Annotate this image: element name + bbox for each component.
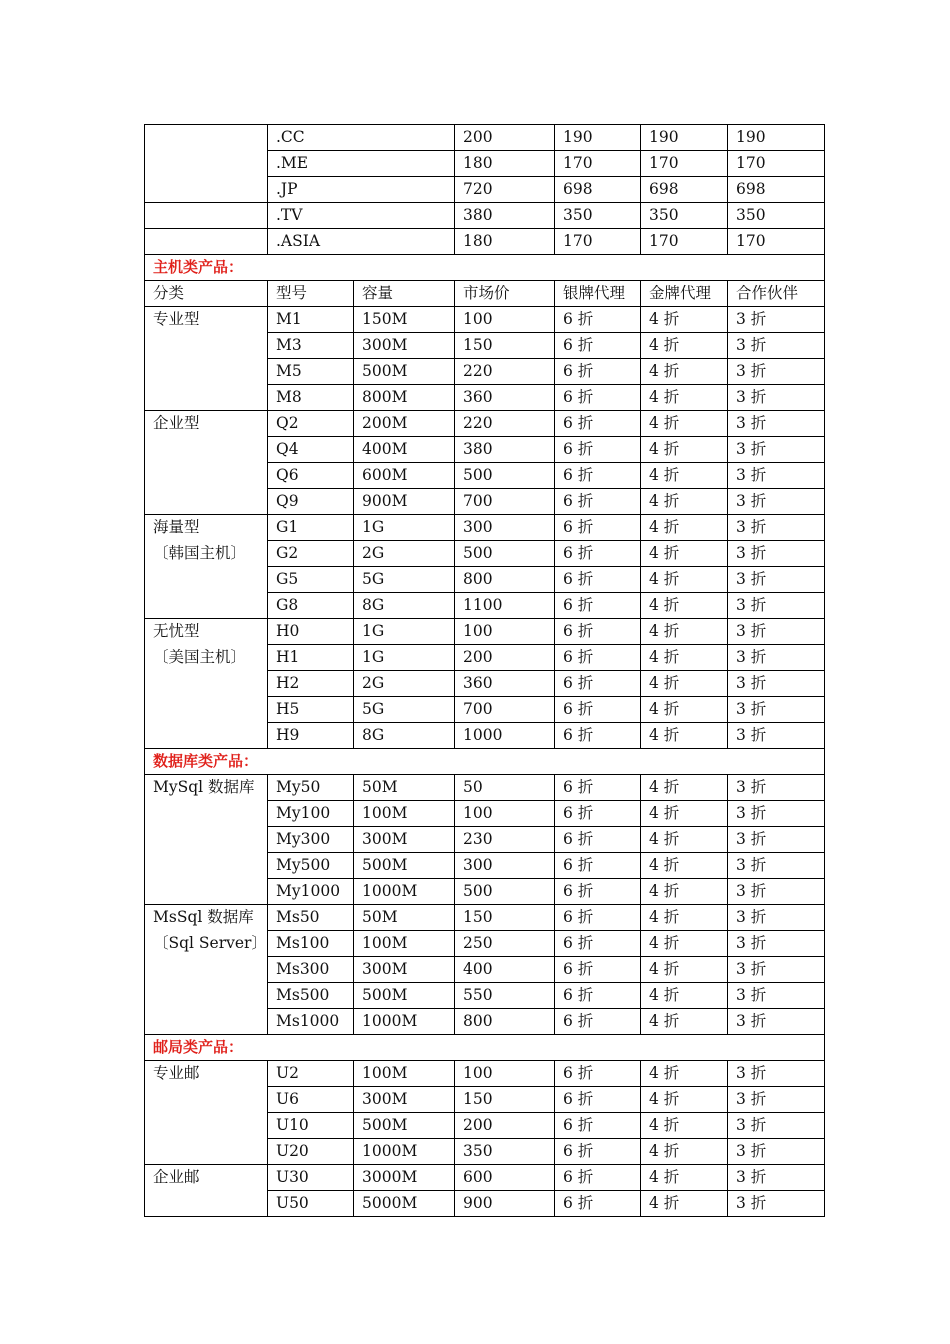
model: Ms1000 xyxy=(268,1009,354,1035)
partner-discount: 3 折 xyxy=(728,567,825,593)
category-label: 专业型 xyxy=(153,310,200,328)
partner-discount: 3 折 xyxy=(728,645,825,671)
capacity: 500M xyxy=(354,1113,455,1139)
section-title: 数据库类产品： xyxy=(145,749,825,775)
partner-discount: 3 折 xyxy=(728,333,825,359)
model: U6 xyxy=(268,1087,354,1113)
price-table xyxy=(144,124,825,1217)
column-header: 容量 xyxy=(354,281,455,307)
product-row xyxy=(145,515,825,541)
market-price: 220 xyxy=(455,359,555,385)
market-price: 150 xyxy=(455,905,555,931)
market-price: 150 xyxy=(455,333,555,359)
partner-discount: 3 折 xyxy=(728,1061,825,1087)
market-price: 300 xyxy=(455,853,555,879)
partner-discount: 3 折 xyxy=(728,957,825,983)
capacity: 100M xyxy=(354,931,455,957)
silver-discount: 6 折 xyxy=(555,489,641,515)
capacity: 100M xyxy=(354,801,455,827)
category-cell xyxy=(145,515,268,619)
capacity: 300M xyxy=(354,827,455,853)
domain-row xyxy=(145,229,825,255)
model: H1 xyxy=(268,645,354,671)
capacity: 300M xyxy=(354,333,455,359)
gold-discount: 4 折 xyxy=(641,359,728,385)
column-header: 银牌代理 xyxy=(555,281,641,307)
model: H5 xyxy=(268,697,354,723)
partner-price: 170 xyxy=(728,151,825,177)
category-cell xyxy=(145,619,268,749)
capacity: 50M xyxy=(354,905,455,931)
model: M8 xyxy=(268,385,354,411)
model: G1 xyxy=(268,515,354,541)
gold-price: 190 xyxy=(641,125,728,151)
partner-discount: 3 折 xyxy=(728,931,825,957)
market-price: 800 xyxy=(455,567,555,593)
market-price: 200 xyxy=(455,1113,555,1139)
market-price: 500 xyxy=(455,879,555,905)
domain-name: .ME xyxy=(268,151,455,177)
product-row xyxy=(145,307,825,333)
gold-discount: 4 折 xyxy=(641,697,728,723)
section-title: 主机类产品： xyxy=(145,255,825,281)
model: U10 xyxy=(268,1113,354,1139)
model: Ms100 xyxy=(268,931,354,957)
gold-discount: 4 折 xyxy=(641,879,728,905)
model: My500 xyxy=(268,853,354,879)
section-title-row xyxy=(145,1035,825,1061)
silver-price: 698 xyxy=(555,177,641,203)
silver-discount: 6 折 xyxy=(555,359,641,385)
model: Ms500 xyxy=(268,983,354,1009)
market-price: 180 xyxy=(455,151,555,177)
silver-discount: 6 折 xyxy=(555,801,641,827)
product-row xyxy=(145,411,825,437)
partner-discount: 3 折 xyxy=(728,489,825,515)
category-cell xyxy=(145,203,268,229)
gold-discount: 4 折 xyxy=(641,931,728,957)
model: U20 xyxy=(268,1139,354,1165)
partner-discount: 3 折 xyxy=(728,775,825,801)
market-price: 380 xyxy=(455,203,555,229)
partner-discount: 3 折 xyxy=(728,411,825,437)
model: My50 xyxy=(268,775,354,801)
market-price: 600 xyxy=(455,1165,555,1191)
gold-discount: 4 折 xyxy=(641,905,728,931)
gold-discount: 4 折 xyxy=(641,1113,728,1139)
product-row xyxy=(145,619,825,645)
partner-discount: 3 折 xyxy=(728,359,825,385)
section-title-row xyxy=(145,749,825,775)
market-price: 350 xyxy=(455,1139,555,1165)
gold-discount: 4 折 xyxy=(641,567,728,593)
capacity: 2G xyxy=(354,541,455,567)
column-header: 市场价 xyxy=(455,281,555,307)
silver-discount: 6 折 xyxy=(555,307,641,333)
product-row xyxy=(145,905,825,931)
gold-price: 350 xyxy=(641,203,728,229)
silver-discount: 6 折 xyxy=(555,1139,641,1165)
gold-discount: 4 折 xyxy=(641,1087,728,1113)
domain-name: .CC xyxy=(268,125,455,151)
silver-discount: 6 折 xyxy=(555,333,641,359)
market-price: 200 xyxy=(455,125,555,151)
category-cell xyxy=(145,905,268,1035)
domain-row xyxy=(145,125,825,151)
gold-price: 170 xyxy=(641,229,728,255)
silver-price: 190 xyxy=(555,125,641,151)
partner-discount: 3 折 xyxy=(728,1009,825,1035)
silver-discount: 6 折 xyxy=(555,827,641,853)
silver-discount: 6 折 xyxy=(555,1191,641,1217)
partner-price: 350 xyxy=(728,203,825,229)
capacity: 1000M xyxy=(354,879,455,905)
price-table-body xyxy=(145,125,825,1217)
gold-discount: 4 折 xyxy=(641,1165,728,1191)
gold-discount: 4 折 xyxy=(641,463,728,489)
silver-discount: 6 折 xyxy=(555,541,641,567)
partner-discount: 3 折 xyxy=(728,515,825,541)
market-price: 230 xyxy=(455,827,555,853)
header-row xyxy=(145,281,825,307)
model: Ms50 xyxy=(268,905,354,931)
market-price: 50 xyxy=(455,775,555,801)
partner-discount: 3 折 xyxy=(728,827,825,853)
partner-discount: 3 折 xyxy=(728,1191,825,1217)
category-cell xyxy=(145,775,268,905)
model: U2 xyxy=(268,1061,354,1087)
model: Ms300 xyxy=(268,957,354,983)
model: Q2 xyxy=(268,411,354,437)
model: U50 xyxy=(268,1191,354,1217)
silver-discount: 6 折 xyxy=(555,983,641,1009)
category-label: 〔韩国主机〕 xyxy=(153,543,247,562)
silver-discount: 6 折 xyxy=(555,593,641,619)
silver-discount: 6 折 xyxy=(555,671,641,697)
gold-discount: 4 折 xyxy=(641,671,728,697)
partner-discount: 3 折 xyxy=(728,879,825,905)
market-price: 550 xyxy=(455,983,555,1009)
category-label: 〔美国主机〕 xyxy=(153,647,247,666)
silver-discount: 6 折 xyxy=(555,697,641,723)
market-price: 380 xyxy=(455,437,555,463)
gold-discount: 4 折 xyxy=(641,307,728,333)
market-price: 100 xyxy=(455,307,555,333)
category-label: 〔Sql Server〕 xyxy=(153,933,267,952)
market-price: 900 xyxy=(455,1191,555,1217)
partner-discount: 3 折 xyxy=(728,437,825,463)
silver-discount: 6 折 xyxy=(555,411,641,437)
partner-discount: 3 折 xyxy=(728,463,825,489)
market-price: 100 xyxy=(455,1061,555,1087)
partner-discount: 3 折 xyxy=(728,671,825,697)
column-header: 型号 xyxy=(268,281,354,307)
model: M3 xyxy=(268,333,354,359)
category-cell xyxy=(145,1061,268,1165)
silver-discount: 6 折 xyxy=(555,463,641,489)
partner-discount: 3 折 xyxy=(728,619,825,645)
model: G5 xyxy=(268,567,354,593)
silver-discount: 6 折 xyxy=(555,931,641,957)
category-cell xyxy=(145,411,268,515)
capacity: 900M xyxy=(354,489,455,515)
silver-discount: 6 折 xyxy=(555,1061,641,1087)
column-header: 金牌代理 xyxy=(641,281,728,307)
gold-discount: 4 折 xyxy=(641,827,728,853)
partner-discount: 3 折 xyxy=(728,1165,825,1191)
gold-discount: 4 折 xyxy=(641,853,728,879)
market-price: 700 xyxy=(455,489,555,515)
silver-discount: 6 折 xyxy=(555,619,641,645)
market-price: 200 xyxy=(455,645,555,671)
capacity: 1G xyxy=(354,515,455,541)
silver-discount: 6 折 xyxy=(555,775,641,801)
gold-discount: 4 折 xyxy=(641,1139,728,1165)
category-label: 无忧型 xyxy=(153,622,200,640)
gold-discount: 4 折 xyxy=(641,619,728,645)
category-cell xyxy=(145,125,268,203)
category-label: 专业邮 xyxy=(153,1064,200,1082)
model: G8 xyxy=(268,593,354,619)
capacity: 1G xyxy=(354,619,455,645)
gold-discount: 4 折 xyxy=(641,437,728,463)
product-row xyxy=(145,775,825,801)
partner-discount: 3 折 xyxy=(728,385,825,411)
gold-discount: 4 折 xyxy=(641,515,728,541)
gold-discount: 4 折 xyxy=(641,489,728,515)
partner-discount: 3 折 xyxy=(728,307,825,333)
silver-discount: 6 折 xyxy=(555,567,641,593)
partner-price: 190 xyxy=(728,125,825,151)
market-price: 700 xyxy=(455,697,555,723)
market-price: 250 xyxy=(455,931,555,957)
model: My1000 xyxy=(268,879,354,905)
partner-discount: 3 折 xyxy=(728,1087,825,1113)
silver-discount: 6 折 xyxy=(555,1165,641,1191)
domain-row xyxy=(145,203,825,229)
market-price: 1000 xyxy=(455,723,555,749)
silver-price: 350 xyxy=(555,203,641,229)
model: U30 xyxy=(268,1165,354,1191)
model: G2 xyxy=(268,541,354,567)
model: H2 xyxy=(268,671,354,697)
gold-discount: 4 折 xyxy=(641,723,728,749)
domain-name: .TV xyxy=(268,203,455,229)
partner-price: 698 xyxy=(728,177,825,203)
gold-price: 170 xyxy=(641,151,728,177)
model: My300 xyxy=(268,827,354,853)
market-price: 220 xyxy=(455,411,555,437)
gold-discount: 4 折 xyxy=(641,541,728,567)
capacity: 500M xyxy=(354,359,455,385)
gold-price: 698 xyxy=(641,177,728,203)
silver-discount: 6 折 xyxy=(555,957,641,983)
silver-discount: 6 折 xyxy=(555,645,641,671)
partner-discount: 3 折 xyxy=(728,697,825,723)
capacity: 50M xyxy=(354,775,455,801)
partner-discount: 3 折 xyxy=(728,1139,825,1165)
silver-price: 170 xyxy=(555,229,641,255)
gold-discount: 4 折 xyxy=(641,1009,728,1035)
capacity: 800M xyxy=(354,385,455,411)
silver-discount: 6 折 xyxy=(555,853,641,879)
gold-discount: 4 折 xyxy=(641,957,728,983)
partner-price: 170 xyxy=(728,229,825,255)
gold-discount: 4 折 xyxy=(641,333,728,359)
silver-discount: 6 折 xyxy=(555,1009,641,1035)
silver-discount: 6 折 xyxy=(555,437,641,463)
market-price: 1100 xyxy=(455,593,555,619)
category-label: MsSql 数据库 xyxy=(153,908,254,926)
silver-price: 170 xyxy=(555,151,641,177)
column-header: 合作伙伴 xyxy=(728,281,825,307)
silver-discount: 6 折 xyxy=(555,385,641,411)
market-price: 360 xyxy=(455,671,555,697)
model: My100 xyxy=(268,801,354,827)
partner-discount: 3 折 xyxy=(728,905,825,931)
silver-discount: 6 折 xyxy=(555,1113,641,1139)
market-price: 100 xyxy=(455,801,555,827)
capacity: 5000M xyxy=(354,1191,455,1217)
gold-discount: 4 折 xyxy=(641,983,728,1009)
capacity: 600M xyxy=(354,463,455,489)
capacity: 400M xyxy=(354,437,455,463)
partner-discount: 3 折 xyxy=(728,1113,825,1139)
market-price: 500 xyxy=(455,463,555,489)
silver-discount: 6 折 xyxy=(555,723,641,749)
capacity: 3000M xyxy=(354,1165,455,1191)
partner-discount: 3 折 xyxy=(728,853,825,879)
category-cell xyxy=(145,229,268,255)
market-price: 180 xyxy=(455,229,555,255)
market-price: 150 xyxy=(455,1087,555,1113)
category-cell xyxy=(145,1165,268,1217)
domain-name: .JP xyxy=(268,177,455,203)
capacity: 1000M xyxy=(354,1139,455,1165)
market-price: 500 xyxy=(455,541,555,567)
category-label: 企业型 xyxy=(153,414,200,432)
gold-discount: 4 折 xyxy=(641,385,728,411)
market-price: 800 xyxy=(455,1009,555,1035)
market-price: 300 xyxy=(455,515,555,541)
capacity: 500M xyxy=(354,983,455,1009)
capacity: 150M xyxy=(354,307,455,333)
silver-discount: 6 折 xyxy=(555,515,641,541)
column-header: 分类 xyxy=(145,281,268,307)
model: Q4 xyxy=(268,437,354,463)
capacity: 8G xyxy=(354,593,455,619)
capacity: 8G xyxy=(354,723,455,749)
capacity: 1G xyxy=(354,645,455,671)
silver-discount: 6 折 xyxy=(555,879,641,905)
partner-discount: 3 折 xyxy=(728,541,825,567)
product-row xyxy=(145,1165,825,1191)
silver-discount: 6 折 xyxy=(555,1087,641,1113)
category-label: MySql 数据库 xyxy=(153,778,255,796)
product-row xyxy=(145,1061,825,1087)
partner-discount: 3 折 xyxy=(728,593,825,619)
capacity: 300M xyxy=(354,957,455,983)
section-title-row xyxy=(145,255,825,281)
market-price: 100 xyxy=(455,619,555,645)
domain-name: .ASIA xyxy=(268,229,455,255)
partner-discount: 3 折 xyxy=(728,801,825,827)
partner-discount: 3 折 xyxy=(728,723,825,749)
capacity: 2G xyxy=(354,671,455,697)
section-title: 邮局类产品： xyxy=(145,1035,825,1061)
market-price: 720 xyxy=(455,177,555,203)
gold-discount: 4 折 xyxy=(641,1061,728,1087)
model: H0 xyxy=(268,619,354,645)
capacity: 5G xyxy=(354,567,455,593)
model: Q9 xyxy=(268,489,354,515)
capacity: 500M xyxy=(354,853,455,879)
model: M1 xyxy=(268,307,354,333)
category-cell xyxy=(145,307,268,411)
gold-discount: 4 折 xyxy=(641,593,728,619)
capacity: 200M xyxy=(354,411,455,437)
market-price: 400 xyxy=(455,957,555,983)
gold-discount: 4 折 xyxy=(641,801,728,827)
silver-discount: 6 折 xyxy=(555,905,641,931)
model: Q6 xyxy=(268,463,354,489)
model: M5 xyxy=(268,359,354,385)
category-label: 海量型 xyxy=(153,518,200,536)
gold-discount: 4 折 xyxy=(641,1191,728,1217)
gold-discount: 4 折 xyxy=(641,411,728,437)
model: H9 xyxy=(268,723,354,749)
partner-discount: 3 折 xyxy=(728,983,825,1009)
capacity: 1000M xyxy=(354,1009,455,1035)
capacity: 100M xyxy=(354,1061,455,1087)
market-price: 360 xyxy=(455,385,555,411)
gold-discount: 4 折 xyxy=(641,645,728,671)
category-label: 企业邮 xyxy=(153,1168,200,1186)
capacity: 5G xyxy=(354,697,455,723)
gold-discount: 4 折 xyxy=(641,775,728,801)
capacity: 300M xyxy=(354,1087,455,1113)
